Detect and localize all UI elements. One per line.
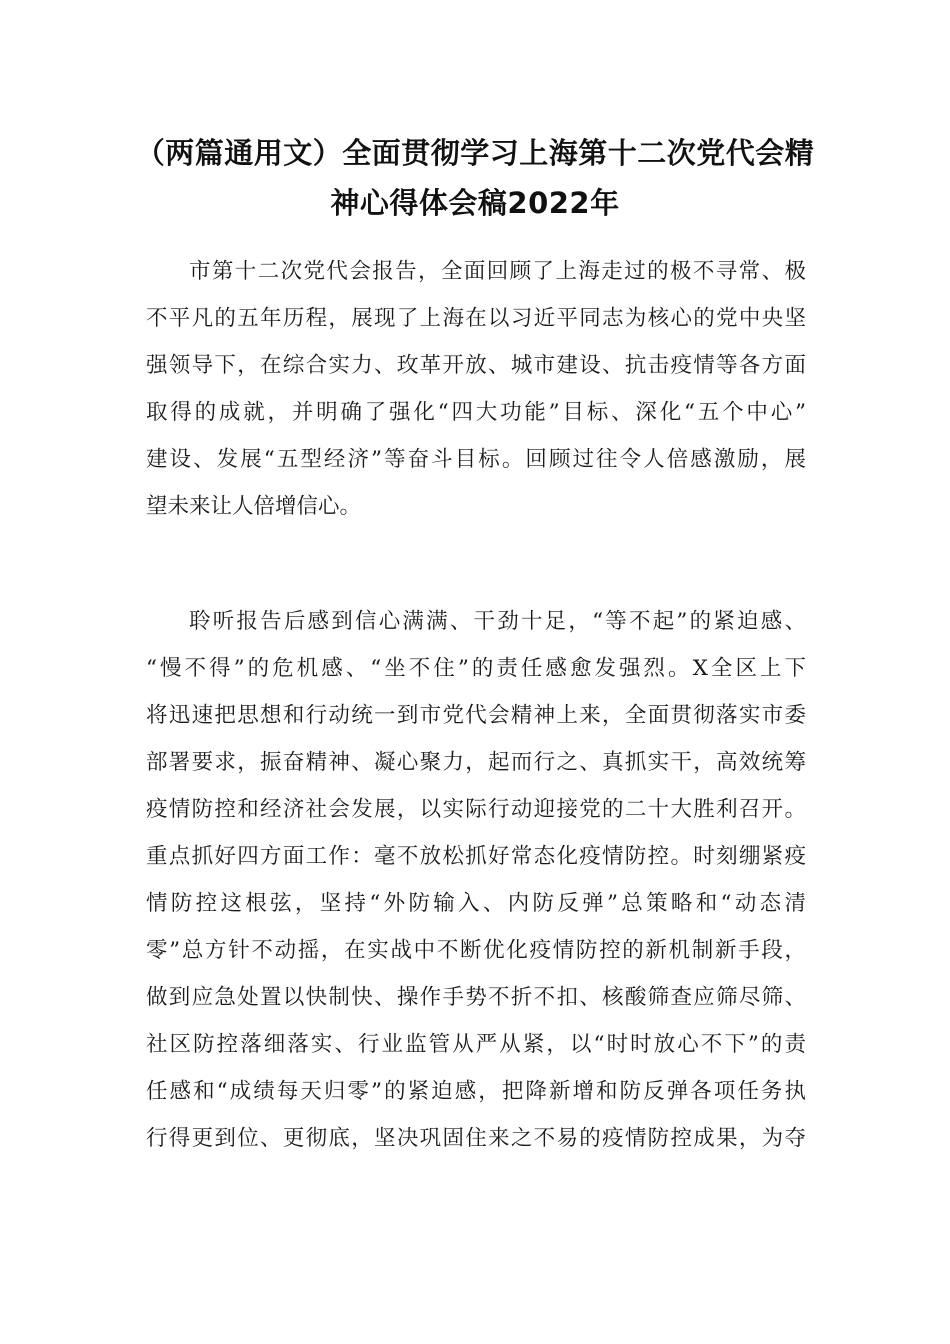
paragraph-line: “慢不得”的危机感、“坐不住”的责任感愈发强烈。X全区上下	[146, 656, 806, 681]
paragraph	[146, 248, 806, 530]
paragraph-line: 社区防控落细落实、行业监管从严从紧，以“时时放心不下”的责	[146, 1032, 806, 1057]
paragraph-line: 情防控这根弦，坚持“外防输入、内防反弹”总策略和“动态清	[146, 891, 806, 916]
paragraph-line: 建设、发展“五型经济”等奋斗目标。回顾过往令人倍感激励，展	[146, 447, 806, 472]
paragraph-line: 任感和“成绩每天归零”的紧迫感，把降新增和防反弹各项任务执	[146, 1079, 806, 1104]
paragraph-line: 重点抓好四方面工作：毫不放松抓好常态化疫情防控。时刻绷紧疫	[146, 844, 806, 869]
paragraph-line: 将迅速把思想和行动统一到市党代会精神上来，全面贯彻落实市委	[146, 703, 806, 728]
paragraph-line: 零”总方针不动摇，在实战中不断优化疫情防控的新机制新手段，	[146, 938, 806, 963]
paragraph-line: 聆听报告后感到信心满满、干劲十足，“等不起”的紧迫感、	[189, 609, 806, 634]
paragraph-line: 部署要求，振奋精神、凝心聚力，起而行之、真抓实干，高效统筹	[146, 750, 806, 775]
paragraph-line: 疫情防控和经济社会发展，以实际行动迎接党的二十大胜利召开。	[146, 797, 806, 822]
paragraph-line: 强领导下，在综合实力、玫革开放、城市建设、抗击疫情等各方面	[146, 353, 806, 378]
title-line: 神心得体会稿2022年	[330, 186, 620, 220]
title-line: （两篇通用文）全面贯彻学习上海第十二次党代会精	[135, 136, 815, 170]
paragraph	[146, 598, 806, 1162]
document-title	[110, 128, 840, 228]
paragraph-line: 不平凡的五年历程，展现了上海在以习近平同志为核心的党中央坚	[146, 306, 806, 331]
paragraph-line: 做到应急处置以快制快、操作手势不折不扣、核酸筛查应筛尽筛、	[146, 985, 806, 1010]
paragraph-line: 行得更到位、更彻底，坚决巩固住来之不易的疫情防控成果，为夺	[146, 1126, 806, 1151]
paragraph-line: 市第十二次党代会报告，全面回顾了上海走过的极不寻常、极	[189, 259, 806, 284]
paragraph-line: 望未来让人倍增信心。	[146, 494, 362, 519]
paragraph-line: 取得的成就，并明确了强化“四大功能”目标、深化“五个中心”	[146, 400, 806, 425]
